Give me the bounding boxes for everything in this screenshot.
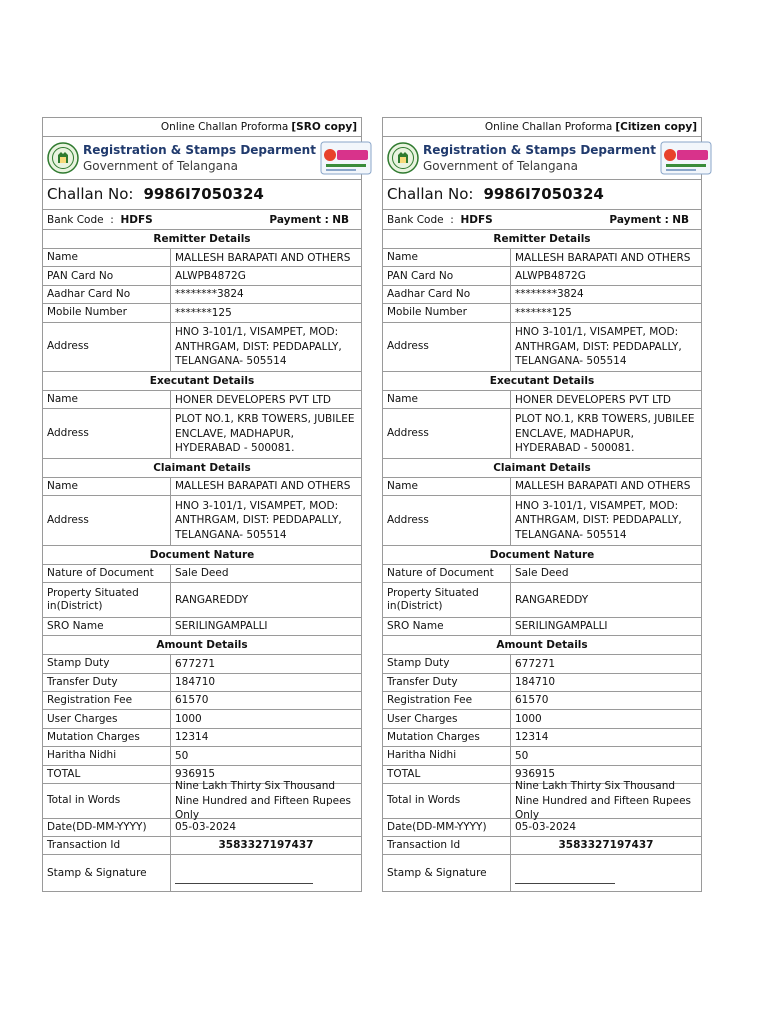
total-in-words: Nine Lakh Thirty Six Thousand Nine Hundred and Fifteen Rupees Only — [515, 780, 692, 821]
bank-code: Bank Code : HDFS — [387, 213, 493, 226]
field-label: Haritha Nidhi — [383, 747, 511, 764]
total-words-row — [43, 780, 361, 821]
field-label: Haritha Nidhi — [43, 747, 171, 764]
claimant-name-row — [383, 478, 701, 496]
payment — [609, 214, 689, 226]
executant-section-title: Executant Details — [43, 372, 361, 391]
amount-section-title: Amount Details — [383, 636, 701, 655]
transfer-duty-row — [43, 674, 361, 692]
mutation-charges-row — [43, 729, 361, 747]
claimant-address-row — [383, 496, 701, 546]
total-words-row — [383, 780, 701, 821]
executant-section-title: Executant Details — [383, 372, 701, 391]
field-label: Name — [383, 391, 511, 408]
payment-label: Payment : — [609, 213, 669, 226]
field-label: Property Situated in(District) — [383, 583, 511, 617]
remitter-name-row — [383, 249, 701, 267]
field-label: Aadhar Card No — [43, 286, 171, 303]
field-label: Property Situated in(District) — [43, 583, 171, 617]
field-label: Name — [43, 249, 171, 266]
stamp-signature-row — [383, 855, 701, 891]
bank-code-value: HDFS — [460, 213, 493, 226]
remitter-mobile: *******125 — [175, 306, 232, 319]
user-charges: 1000 — [515, 712, 542, 725]
challan-number-row — [43, 180, 361, 211]
claimant-address-row — [43, 496, 361, 546]
date-row — [383, 819, 701, 837]
field-label: Address — [43, 496, 171, 545]
field-label: Total in Words — [383, 784, 511, 818]
remitter-aadhar-row — [383, 286, 701, 304]
challan-no-value: 9986I7050324 — [143, 185, 264, 204]
remitter-aadhar-row — [43, 286, 361, 304]
remitter-aadhar: ********3824 — [175, 288, 244, 301]
department-header — [383, 137, 701, 180]
mutation-charges: 12314 — [515, 731, 549, 744]
field-label: Mutation Charges — [43, 729, 171, 746]
telangana-emblem-icon — [387, 142, 419, 174]
stamp-duty-row — [383, 655, 701, 673]
field-label: PAN Card No — [43, 267, 171, 284]
department-name: Registration & Stamps Deparment — [423, 142, 656, 157]
proforma-header — [383, 118, 701, 137]
department-title — [83, 142, 316, 174]
total-amount: 936915 — [515, 767, 556, 780]
user-charges: 1000 — [175, 712, 202, 725]
field-label: Address — [383, 409, 511, 458]
total-amount: 936915 — [175, 767, 216, 780]
challan-date: 05-03-2024 — [515, 821, 577, 834]
bank-code-label: Bank Code — [387, 213, 444, 226]
challan-sro-copy — [42, 117, 362, 892]
field-label: Transaction Id — [383, 837, 511, 854]
user-charges-row — [383, 710, 701, 728]
property-district: RANGAREDDY — [515, 593, 589, 606]
copy-type-label: [SRO copy] — [291, 120, 357, 133]
sro-name: SERILINGAMPALLI — [515, 620, 608, 633]
amount-section-title: Amount Details — [43, 636, 361, 655]
challan-date: 05-03-2024 — [175, 821, 237, 834]
field-label: Name — [383, 478, 511, 495]
document-nature: Sale Deed — [515, 567, 569, 580]
claimant-section-title: Claimant Details — [43, 459, 361, 478]
executant-address-row — [383, 409, 701, 459]
transaction-id-row — [383, 837, 701, 855]
signature-line — [175, 855, 313, 884]
stamp-duty: 677271 — [175, 657, 216, 670]
field-label: Address — [43, 323, 171, 372]
field-label: TOTAL — [43, 766, 171, 783]
field-label: SRO Name — [43, 618, 171, 635]
executant-name-row — [43, 391, 361, 409]
sro-name-row — [43, 618, 361, 636]
field-label: Name — [383, 249, 511, 266]
signature-area — [171, 855, 361, 891]
field-label: Address — [383, 496, 511, 545]
field-label: User Charges — [383, 710, 511, 727]
copy-type-label: [Citizen copy] — [615, 120, 697, 133]
field-label: Mobile Number — [383, 304, 511, 321]
mutation-charges-row — [383, 729, 701, 747]
executant-name: HONER DEVELOPERS PVT LTD — [175, 393, 331, 406]
field-label: Transfer Duty — [383, 674, 511, 691]
remitter-pan-row — [383, 267, 701, 285]
proforma-header — [43, 118, 361, 137]
sro-name-row — [383, 618, 701, 636]
executant-name-row — [383, 391, 701, 409]
payment-mode: NB — [332, 213, 349, 226]
claimant-name: MALLESH BARAPATI AND OTHERS — [515, 480, 691, 493]
field-label: Name — [43, 391, 171, 408]
remitter-section-title: Remitter Details — [43, 230, 361, 249]
transaction-id: 3583327197437 — [558, 839, 654, 852]
telangana-emblem-icon — [47, 142, 79, 174]
stamp-duty-row — [43, 655, 361, 673]
transfer-duty-row — [383, 674, 701, 692]
department-title — [423, 142, 656, 174]
field-label: Mutation Charges — [383, 729, 511, 746]
remitter-mobile-row — [43, 304, 361, 322]
bank-code-label: Bank Code — [47, 213, 104, 226]
remitter-aadhar: ********3824 — [515, 288, 584, 301]
remitter-section-title: Remitter Details — [383, 230, 701, 249]
registration-fee: 61570 — [175, 694, 209, 707]
remitter-pan: ALWPB4872G — [175, 269, 246, 282]
document-nature-row — [43, 565, 361, 583]
remitter-address-row — [383, 323, 701, 373]
stamp-duty: 677271 — [515, 657, 556, 670]
document-nature-row — [383, 565, 701, 583]
bank-code-value: HDFS — [120, 213, 153, 226]
field-label: Total in Words — [43, 784, 171, 818]
field-label: Nature of Document — [43, 565, 171, 582]
field-label: Registration Fee — [383, 692, 511, 709]
executant-name: HONER DEVELOPERS PVT LTD — [515, 393, 671, 406]
field-label: Transaction Id — [43, 837, 171, 854]
field-label: TOTAL — [383, 766, 511, 783]
document-section-title: Document Nature — [43, 546, 361, 565]
transaction-id-row — [43, 837, 361, 855]
sro-name: SERILINGAMPALLI — [175, 620, 268, 633]
field-label: Date(DD-MM-YYYY) — [43, 819, 171, 836]
proforma-label: Online Challan Proforma — [484, 120, 613, 133]
remitter-name: MALLESH BARAPATI AND OTHERS — [515, 251, 691, 264]
payment — [269, 214, 349, 226]
document-section-title: Document Nature — [383, 546, 701, 565]
bank-row — [43, 210, 361, 230]
field-label: SRO Name — [383, 618, 511, 635]
transfer-duty: 184710 — [515, 676, 556, 689]
payment-label: Payment : — [269, 213, 329, 226]
remitter-mobile-row — [383, 304, 701, 322]
remitter-name-row — [43, 249, 361, 267]
claimant-address: HNO 3-101/1, VISAMPET, MOD: ANTHRGAM, DIST: PEDDAPALLY, TELANGANA- 505514 — [175, 499, 342, 541]
claimant-name: MALLESH BARAPATI AND OTHERS — [175, 480, 351, 493]
property-district: RANGAREDDY — [175, 593, 249, 606]
executant-address: PLOT NO.1, KRB TOWERS, JUBILEE ENCLAVE, MADHAPUR, HYDERABAD - 500081. — [175, 413, 355, 455]
registration-fee-row — [383, 692, 701, 710]
claimant-name-row — [43, 478, 361, 496]
remitter-name: MALLESH BARAPATI AND OTHERS — [175, 251, 351, 264]
field-label: Stamp Duty — [383, 655, 511, 672]
claimant-address: HNO 3-101/1, VISAMPET, MOD: ANTHRGAM, DIST: PEDDAPALLY, TELANGANA- 505514 — [515, 499, 682, 541]
field-label: Mobile Number — [43, 304, 171, 321]
field-label: Stamp Duty — [43, 655, 171, 672]
challan-no-value: 9986I7050324 — [483, 185, 604, 204]
field-label: Date(DD-MM-YYYY) — [383, 819, 511, 836]
field-label: Address — [43, 409, 171, 458]
field-label: Stamp & Signature — [43, 855, 171, 891]
department-header — [43, 137, 361, 180]
haritha-nidhi-row — [383, 747, 701, 765]
remitter-address: HNO 3-101/1, VISAMPET, MOD: ANTHRGAM, DIST: PEDDAPALLY, TELANGANA- 505514 — [515, 326, 682, 368]
executant-address: PLOT NO.1, KRB TOWERS, JUBILEE ENCLAVE, MADHAPUR, HYDERABAD - 500081. — [515, 413, 695, 455]
haritha-nidhi: 50 — [515, 749, 529, 762]
haritha-nidhi-row — [43, 747, 361, 765]
mutation-charges: 12314 — [175, 731, 209, 744]
estamps-logo-icon — [320, 141, 372, 175]
signature-area — [511, 855, 701, 891]
field-label: PAN Card No — [383, 267, 511, 284]
stamp-signature-row — [43, 855, 361, 891]
remitter-mobile: *******125 — [515, 306, 572, 319]
remitter-address: HNO 3-101/1, VISAMPET, MOD: ANTHRGAM, DIST: PEDDAPALLY, TELANGANA- 505514 — [175, 326, 342, 368]
bank-row — [383, 210, 701, 230]
remitter-pan-row — [43, 267, 361, 285]
bank-code: Bank Code : HDFS — [47, 213, 153, 226]
signature-line — [515, 855, 615, 884]
field-label: Nature of Document — [383, 565, 511, 582]
challan-citizen-copy — [382, 117, 702, 892]
field-label: Stamp & Signature — [383, 855, 511, 891]
registration-fee-row — [43, 692, 361, 710]
field-label: Aadhar Card No — [383, 286, 511, 303]
claimant-section-title: Claimant Details — [383, 459, 701, 478]
department-name: Registration & Stamps Deparment — [83, 142, 316, 157]
transfer-duty: 184710 — [175, 676, 216, 689]
challan-no-label: Challan No: — [387, 185, 474, 204]
government-name: Government of Telangana — [83, 158, 238, 173]
property-district-row — [383, 583, 701, 618]
date-row — [43, 819, 361, 837]
property-district-row — [43, 583, 361, 618]
proforma-label: Online Challan Proforma — [160, 120, 289, 133]
challan-no-label: Challan No: — [47, 185, 134, 204]
remitter-address-row — [43, 323, 361, 373]
payment-mode: NB — [672, 213, 689, 226]
remitter-pan: ALWPB4872G — [515, 269, 586, 282]
government-name: Government of Telangana — [423, 158, 578, 173]
field-label: Address — [383, 323, 511, 372]
total-in-words: Nine Lakh Thirty Six Thousand Nine Hundred and Fifteen Rupees Only — [175, 780, 352, 821]
document-nature: Sale Deed — [175, 567, 229, 580]
estamps-logo-icon — [660, 141, 712, 175]
registration-fee: 61570 — [515, 694, 549, 707]
field-label: Transfer Duty — [43, 674, 171, 691]
user-charges-row — [43, 710, 361, 728]
executant-address-row — [43, 409, 361, 459]
field-label: Name — [43, 478, 171, 495]
transaction-id: 3583327197437 — [218, 839, 314, 852]
haritha-nidhi: 50 — [175, 749, 189, 762]
field-label: User Charges — [43, 710, 171, 727]
field-label: Registration Fee — [43, 692, 171, 709]
challan-number-row — [383, 180, 701, 211]
